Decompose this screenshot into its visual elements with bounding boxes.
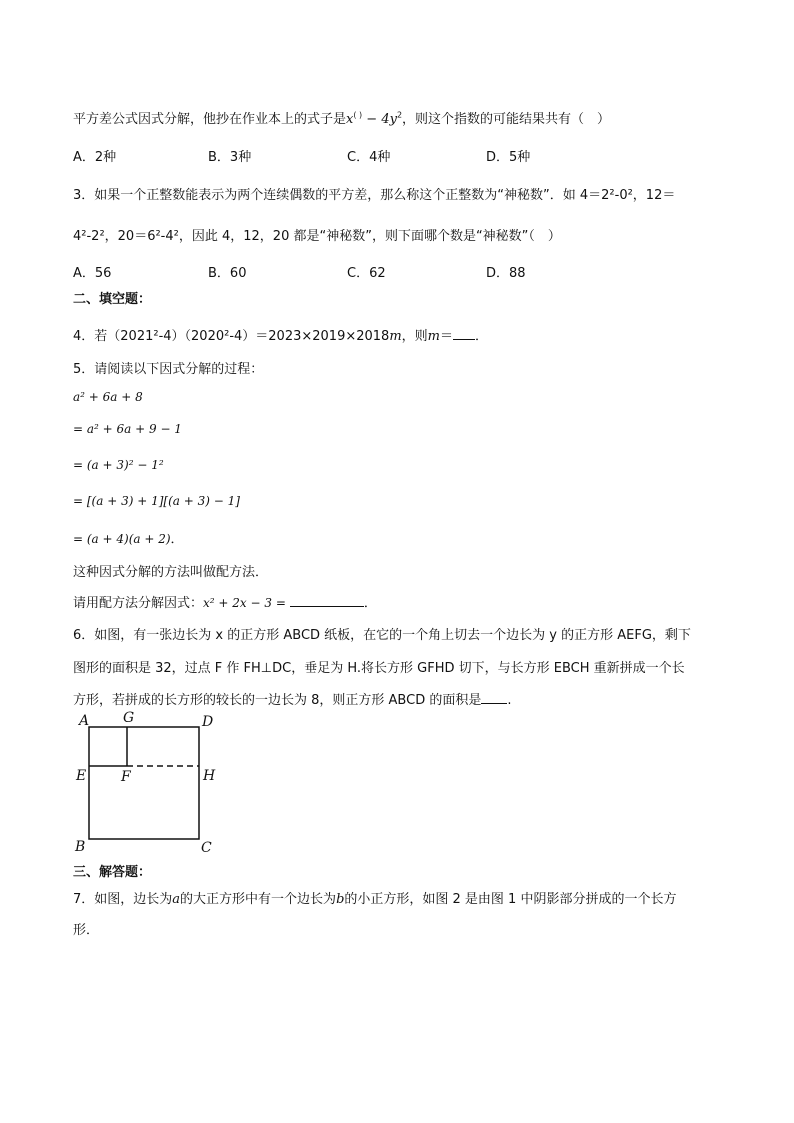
q5-ask-line xyxy=(73,592,377,611)
q6-line3-wrap xyxy=(73,689,511,708)
q4-text-end: ． xyxy=(475,329,489,344)
q4-var-m2: m xyxy=(427,329,440,344)
q2-expr-x: x xyxy=(346,112,354,127)
q4-text-eq: ＝ xyxy=(440,329,454,344)
q5-ask-expr: x² + 2x − 3 = xyxy=(203,596,286,610)
q5-step-end: ． xyxy=(170,532,184,547)
label-f: F xyxy=(121,769,131,785)
q3-option-a[interactable]: A．56 xyxy=(73,266,112,281)
q5-step-2: = a² + 6a + 9 − 1 xyxy=(73,422,182,436)
q2-text-before: 平方差公式因式分解，他抄在作业本上的式子是 xyxy=(73,112,347,127)
q5-step-5: = (a + 4)(a + 2) xyxy=(73,532,171,546)
q2-option-d[interactable]: D．5种 xyxy=(486,150,531,165)
q5-step-1: a² + 6a + 8 xyxy=(73,390,143,404)
q4-answer-blank[interactable] xyxy=(453,327,475,340)
q6-line1: 6．如图，有一张边长为 x 的正方形 ABCD 纸板，在它的一个角上切去一个边长为 y 的正方形 AEFG，剩下 xyxy=(73,628,691,643)
q3-option-b[interactable]: B．60 xyxy=(208,266,247,281)
q5-step-4: = [(a + 3) + 1][(a + 3) − 1] xyxy=(73,494,240,508)
label-b: B xyxy=(75,839,86,855)
q2-option-c[interactable]: C．4种 xyxy=(347,150,391,165)
q7-var-b: b xyxy=(336,892,345,907)
q6-line2: 图形的面积是 32，过点 F 作 FH⊥DC，垂足为 H.将长方形 GFHD 切下，与长方形 EBCH 重新拼成一个长 xyxy=(73,661,685,676)
label-c: C xyxy=(201,840,212,856)
q5-intro: 5．请阅读以下因式分解的过程： xyxy=(73,362,264,377)
q7-line1 xyxy=(73,888,676,907)
q2-option-b[interactable]: B．3种 xyxy=(208,150,252,165)
q4-text xyxy=(73,325,488,344)
q2-expr-exp: ( ) xyxy=(353,110,363,120)
q3-line1: 3．如果一个正整数能表示为两个连续偶数的平方差，那么称这个正整数为“神秘数”．如 4＝2²-0²，12＝ xyxy=(73,188,676,203)
q2-option-a[interactable]: A．2种 xyxy=(73,150,117,165)
q2-text-after: ，则这个指数的可能结果共有（ ） xyxy=(402,112,611,127)
label-d: D xyxy=(202,714,214,730)
q6-answer-blank[interactable] xyxy=(481,691,507,704)
q5-ask-end: ． xyxy=(363,596,377,611)
q2-text xyxy=(73,108,610,127)
label-e: E xyxy=(76,768,87,784)
q6-line3: 方形，若拼成的长方形的较长的一边长为 8，则正方形 ABCD 的面积是 xyxy=(73,693,482,708)
q5-ask: 请用配方法分解因式： xyxy=(73,596,204,611)
q4-var-m: m xyxy=(389,329,402,344)
q3-line2: 4²-2²，20＝6²-4²，因此 4，12，20 都是“神秘数”，则下面哪个数是“神秘数”（ ） xyxy=(73,229,561,244)
q7-var-a: a xyxy=(172,892,181,907)
q6-line3-end: . xyxy=(507,693,512,708)
q5-step-5-line xyxy=(73,528,184,547)
section-fill-in-title: 二、填空题： xyxy=(73,292,152,307)
q4-text-mid: ，则 xyxy=(401,329,428,344)
q2-expr-rest-exp: 2 xyxy=(396,110,403,120)
q5-method: 这种因式分解的方法叫做配方法． xyxy=(73,565,269,580)
q5-answer-blank[interactable] xyxy=(290,594,364,607)
q7-line2: 形． xyxy=(73,923,100,938)
q5-step-3: = (a + 3)² − 1² xyxy=(73,458,164,472)
section-solve-title: 三、解答题： xyxy=(73,865,152,880)
q4-text-main: 4．若（2021²-4）（2020²-4）＝2023×2019×2018 xyxy=(73,329,390,344)
label-g: G xyxy=(123,710,135,726)
q7-line1-c: 的小正方形，如图 2 是由图 1 中阴影部分拼成的一个长方 xyxy=(344,892,677,907)
label-h: H xyxy=(203,768,216,784)
q3-option-c[interactable]: C．62 xyxy=(347,266,386,281)
q7-line1-b: 的大正方形中有一个边长为 xyxy=(180,892,337,907)
q3-option-d[interactable]: D．88 xyxy=(486,266,526,281)
q2-expr-rest: − 4y xyxy=(362,112,397,127)
label-a: A xyxy=(79,713,90,729)
q7-line1-a: 7．如图，边长为 xyxy=(73,892,173,907)
